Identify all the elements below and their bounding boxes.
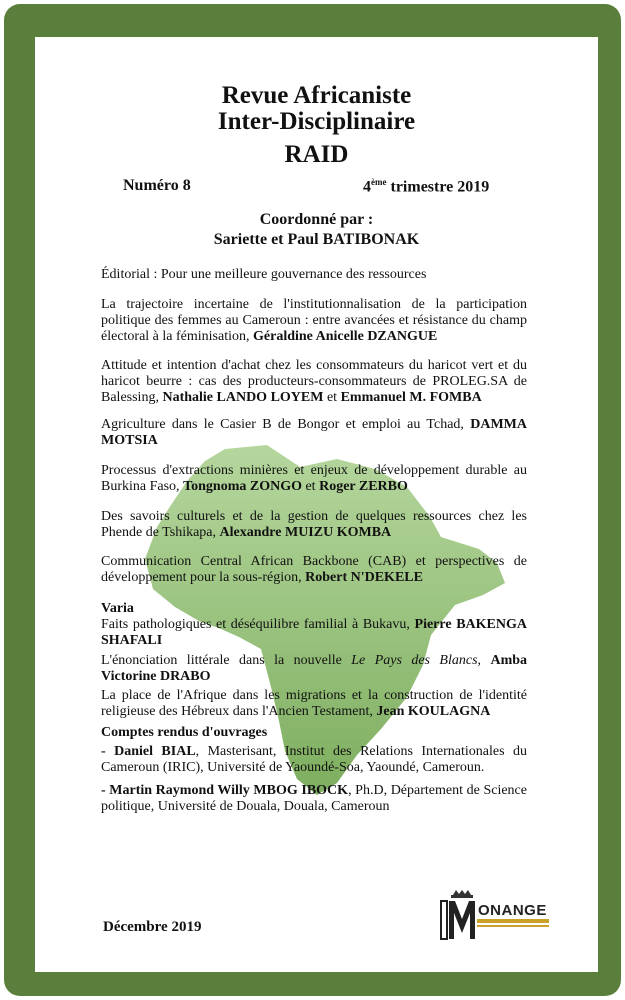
reviewer-name: - Daniel BIAL xyxy=(101,744,196,759)
author-separator: et xyxy=(323,390,341,405)
quarter-number: 4 xyxy=(363,178,371,196)
varia-entry-1 xyxy=(101,617,527,649)
varia-heading: Varia xyxy=(101,601,134,616)
article-title: Des savoirs culturels et de la gestion de quelques ressources chez les Phende de Tshikapa, xyxy=(101,509,527,540)
article-entry-4 xyxy=(101,463,527,495)
article-author: Jean KOULAGNA xyxy=(376,704,491,719)
article-author: DAMMA MOTSIA xyxy=(101,417,527,448)
coordination-label: Coordonné par : xyxy=(259,211,374,228)
publication-date: Décembre 2019 xyxy=(103,919,202,935)
journal-title-line1: Revue Africaniste xyxy=(221,82,412,109)
article-author: Tongnoma ZONGO xyxy=(183,479,302,494)
article-title: Attitude et intention d'achat chez les consommateurs du haricot vert et du haricot beurre : cas des producteurs-consommateurs de PROLEG.SA de Balessing, xyxy=(101,358,527,405)
review-entry-1 xyxy=(101,744,527,776)
article-title: La place de l'Afrique dans les migrations et la construction de l'identité religieuse des Hébreux dans l'Ancien Testament, xyxy=(101,688,527,719)
reviewer-details: , Masterisant, Institut des Relations Internationales du Cameroun (IRIC), Université de Yaoundé-Soa, Yaoundé, Cameroun. xyxy=(101,744,528,775)
journal-title-line2: Inter-Disciplinaire xyxy=(217,108,416,135)
quarter-superscript: ème xyxy=(371,177,387,187)
varia-entry-3 xyxy=(101,688,527,720)
publisher-logo xyxy=(439,889,549,947)
coordinators: Sariette et Paul BATIBONAK xyxy=(213,231,420,248)
article-entry-3 xyxy=(101,417,527,449)
journal-acronym: RAID xyxy=(284,141,349,168)
article-author: Robert N'DEKELE xyxy=(305,570,423,585)
page-border-frame xyxy=(4,4,621,996)
article-entry-5 xyxy=(101,509,527,541)
editorial-entry: Éditorial : Pour une meilleure gouvernance des ressources xyxy=(101,267,427,282)
varia-entry-2 xyxy=(101,653,527,685)
article-author: Nathalie LANDO LOYEM xyxy=(162,390,324,405)
article-entry-6 xyxy=(101,554,527,586)
africa-map-watermark xyxy=(35,37,598,972)
logo-text: ONANGE xyxy=(478,902,547,919)
issue-quarter xyxy=(363,177,489,196)
article-title: Communication Central African Backbone (CAB) et perspectives de développement pour la sous-région, xyxy=(101,554,527,585)
article-author: Amba Victorine DRABO xyxy=(101,653,528,684)
reviewer-details: , Ph.D, Département de Science politique, Université de Douala, Douala, Cameroun xyxy=(101,783,527,814)
cover-page xyxy=(35,37,598,972)
punctuation: , xyxy=(477,653,482,668)
article-author: Roger ZERBO xyxy=(319,479,408,494)
article-author: Pierre BAKENGA SHAFALI xyxy=(101,617,527,648)
article-title: Agriculture dans le Casier B de Bongor et emploi au Tchad, xyxy=(101,417,464,432)
article-author: Alexandre MUIZU KOMBA xyxy=(219,525,392,540)
article-title: Faits pathologiques et déséquilibre familial à Bukavu, xyxy=(101,617,410,632)
quarter-rest: trimestre 2019 xyxy=(386,178,490,196)
article-title: L'énonciation littérale dans la nouvelle xyxy=(101,653,342,668)
review-entry-2 xyxy=(101,783,527,815)
author-separator: et xyxy=(301,479,320,494)
article-entry-2 xyxy=(101,358,527,406)
book-title: Le Pays des Blancs xyxy=(351,653,478,668)
reviews-heading: Comptes rendus d'ouvrages xyxy=(101,725,268,740)
article-title: La trajectoire incertaine de l'institutionnalisation de la participation politique des femmes au Cameroun : entre avancées et résistance du champ électoral à la féminisation, xyxy=(101,297,527,344)
reviewer-name: - Martin Raymond Willy MBOG IBOCK xyxy=(101,783,349,798)
article-author: Géraldine Anicelle DZANGUE xyxy=(253,329,438,344)
article-entry-1 xyxy=(101,297,527,345)
issue-number: Numéro 8 xyxy=(123,177,191,194)
article-title: Processus d'extractions minières et enjeux de développement durable au Burkina Faso, xyxy=(101,463,527,494)
article-author: Emmanuel M. FOMBA xyxy=(340,390,482,405)
